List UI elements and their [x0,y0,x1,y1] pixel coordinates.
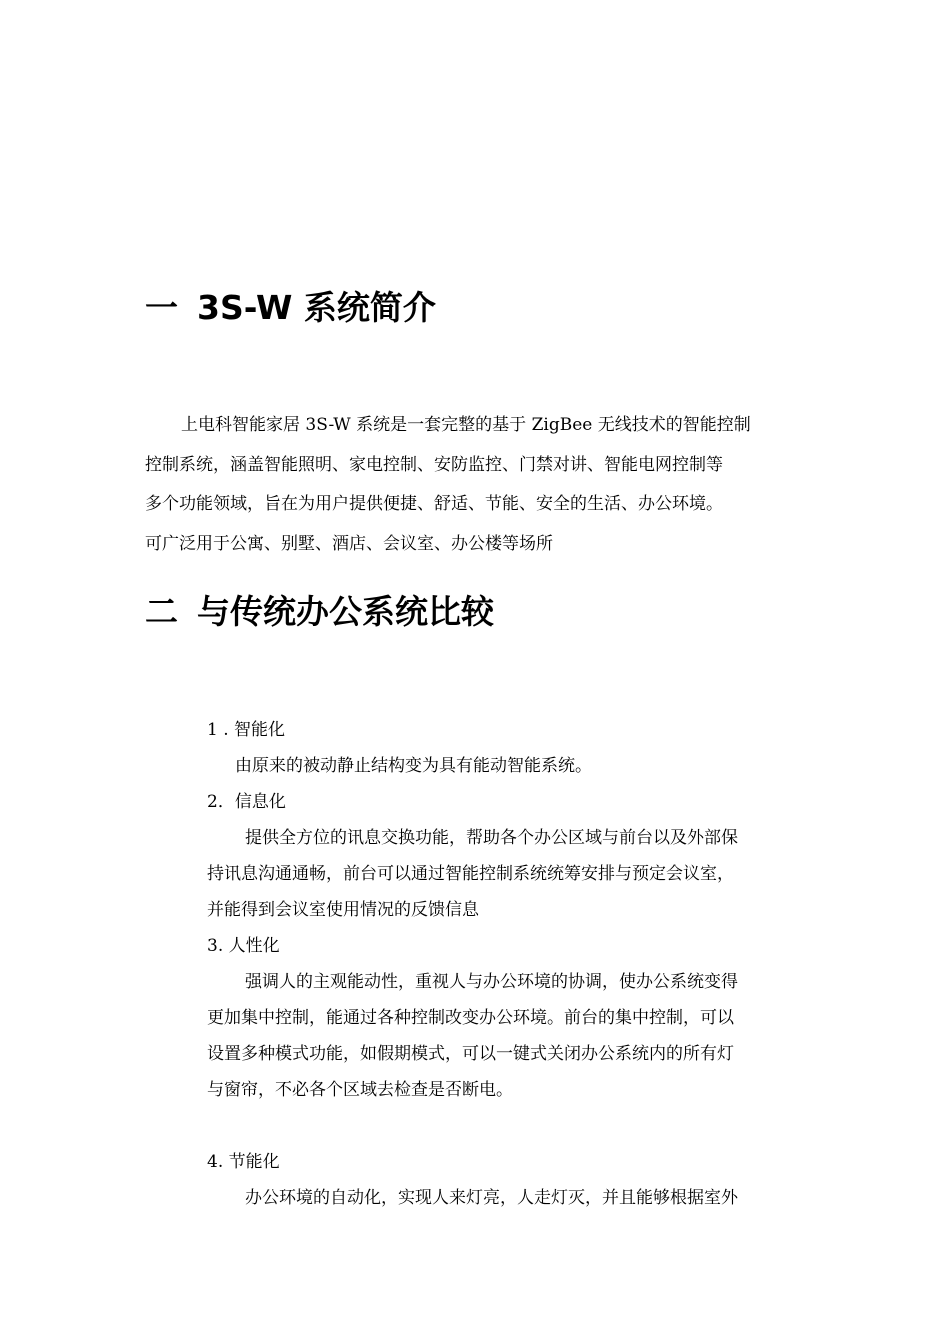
paragraph-line: 可广泛用于公寓、别墅、酒店、会议室、办公楼等场所 [145,533,553,554]
paragraph-line: 控制系统，涵盖智能照明、家电控制、安防监控、门禁对讲、智能电网控制等 [145,454,723,475]
comparison-list [207,712,807,1216]
item-4-text: 办公环境的自动化，实现人来灯亮，人走灯灭，并且能够根据室外 [245,1188,738,1208]
item-2-text: 提供全方位的讯息交换功能，帮助各个办公区域与前台以及外部保 [245,828,738,848]
section-1-number: 一 [145,288,178,327]
section-1-paragraph [145,406,810,564]
item-3-text: 与窗帘，不必各个区域去检查是否断电。 [207,1080,513,1100]
section-2-number: 二 [145,592,178,631]
item-3-text: 设置多种模式功能，如假期模式，可以一键式关闭办公系统内的所有灯 [207,1044,734,1064]
item-2-label: 2．信息化 [207,792,286,812]
item-3-text: 强调人的主观能动性，重视人与办公环境的协调，使办公系统变得 [245,972,738,992]
item-2-text: 持讯息沟通通畅，前台可以通过智能控制系统统筹安排与预定会议室， [207,864,734,884]
paragraph-line: 多个功能领域，旨在为用户提供便捷、舒适、节能、安全的生活、办公环境。 [145,494,723,514]
section-1-heading [145,288,436,328]
item-3-label: 3. 人性化 [207,936,280,956]
item-3-text: 更加集中控制，能通过各种控制改变办公环境。前台的集中控制，可以 [207,1008,734,1028]
item-1-label: 1 . 智能化 [207,720,286,740]
item-4-label: 4. 节能化 [207,1152,280,1172]
item-1-text: 由原来的被动静止结构变为具有能动智能系统。 [235,756,592,776]
paragraph-line: 上电科智能家居 3S-W 系统是一套完整的基于 ZigBee 无线技术的智能控制 [181,415,751,435]
section-2-title: 与传统办公系统比较 [197,592,494,631]
section-1-title: 3S-W 系统简介 [197,288,436,327]
item-2-text: 并能得到会议室使用情况的反馈信息 [207,900,479,920]
section-2-heading [145,592,494,632]
spacer [207,1108,807,1144]
